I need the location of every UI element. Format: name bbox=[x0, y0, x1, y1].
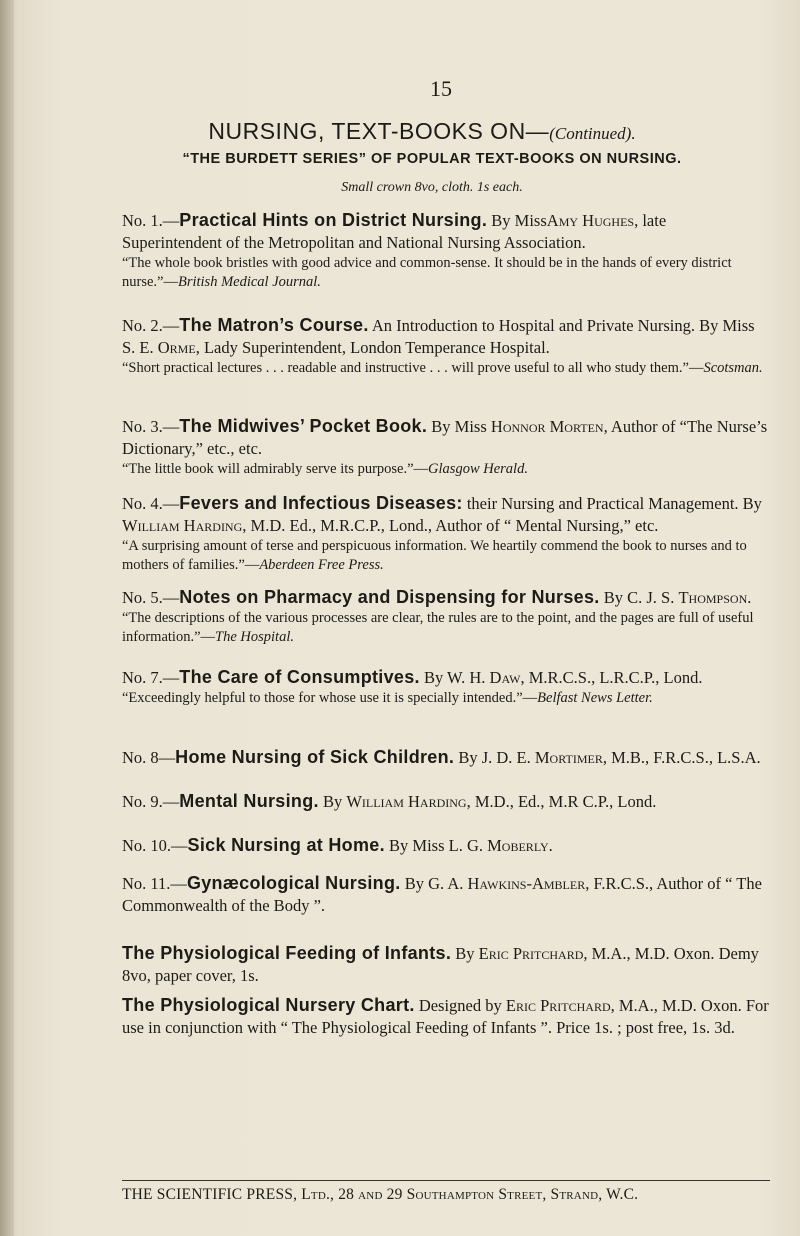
entry-text: By bbox=[451, 944, 479, 963]
book-title: The Care of Consumptives. bbox=[179, 667, 420, 687]
book-author: Amy Hughes bbox=[546, 211, 635, 230]
entry-details: , M.B., F.R.C.S., L.S.A. bbox=[602, 748, 761, 767]
footer-rule bbox=[122, 1180, 770, 1181]
series-title: “THE BURDETT SERIES” OF POPULAR TEXT-BOOKS ON NURSING. bbox=[182, 151, 682, 167]
book-entry bbox=[122, 834, 770, 857]
book-title: The Physiological Feeding of Infants. bbox=[122, 943, 452, 963]
entry-text: An Introduction to Hospital and Private Nursing. By Miss S. E. bbox=[122, 316, 755, 357]
entry-number: No. 10.— bbox=[122, 836, 188, 855]
entry-text: By bbox=[318, 792, 347, 811]
book-title: The Physiological Nursery Chart. bbox=[122, 995, 415, 1015]
book-entry-text bbox=[122, 942, 770, 987]
entry-number: No. 8— bbox=[122, 748, 176, 767]
book-entry bbox=[122, 790, 770, 813]
book-author: Honnor Morten bbox=[490, 417, 604, 436]
entry-text: their Nursing and Practical Management. By bbox=[462, 494, 762, 513]
quote-text: “The little book will admirably serve its purpose.”— bbox=[122, 461, 429, 477]
book-author: Daw bbox=[489, 668, 521, 687]
book-entry-text bbox=[122, 586, 770, 609]
book-author: Moberly bbox=[487, 836, 549, 855]
quote-text: “The descriptions of the various processes are clear, the rules are to the point, and the pages are full of useful information.”— bbox=[122, 610, 754, 645]
book-spine-shadow bbox=[0, 0, 14, 1236]
book-author: Hawkins-Ambler bbox=[467, 874, 586, 893]
book-entry-text bbox=[122, 666, 770, 689]
review-quote bbox=[122, 460, 770, 479]
entry-details: , M.D. Ed., M.R.C.P., Lond., Author of “ Mental Nursing,” etc. bbox=[242, 516, 659, 535]
book-entry bbox=[122, 492, 770, 575]
book-entry bbox=[122, 872, 770, 917]
review-quote bbox=[122, 537, 770, 575]
entry-details: , M.R.C.S., L.R.C.P., Lond. bbox=[520, 668, 703, 687]
book-author: Mortimer bbox=[534, 748, 603, 767]
entry-number: No. 3.— bbox=[122, 417, 180, 436]
book-author: Eric Pritchard bbox=[478, 944, 584, 963]
quote-source: Aberdeen Free Press. bbox=[259, 557, 384, 573]
review-quote bbox=[122, 359, 770, 378]
entry-text: By G. A. bbox=[400, 874, 468, 893]
entry-text: By Miss bbox=[487, 211, 547, 230]
book-author: Orme bbox=[157, 338, 196, 357]
entry-details: , F.R.C.S., Author of “ The Commonwealth of the Body ”. bbox=[122, 874, 762, 915]
entry-text: By J. D. E. bbox=[454, 748, 535, 767]
entry-text: By Miss bbox=[427, 417, 491, 436]
book-entry-text bbox=[122, 746, 770, 769]
heading-continued: (Continued). bbox=[549, 124, 636, 143]
book-entry bbox=[122, 994, 770, 1039]
entry-number: No. 7.— bbox=[122, 668, 180, 687]
entry-text: By Miss L. G. bbox=[384, 836, 488, 855]
book-author: William Harding bbox=[122, 516, 243, 535]
book-entry-text bbox=[122, 872, 770, 917]
review-quote bbox=[122, 689, 770, 708]
quote-source: Belfast News Letter. bbox=[537, 690, 653, 706]
book-title: Home Nursing of Sick Children. bbox=[175, 747, 455, 767]
format-note: Small crown 8vo, cloth. 1s each. bbox=[341, 180, 523, 195]
entry-details: , M.D., Ed., M.R C.P., Lond. bbox=[466, 792, 657, 811]
quote-source: Scotsman. bbox=[703, 360, 763, 376]
entry-details: . bbox=[548, 836, 553, 855]
page-heading bbox=[122, 118, 722, 145]
entry-details: , Lady Superintendent, London Temperance Hospital. bbox=[195, 338, 550, 357]
book-entry-text bbox=[122, 994, 770, 1039]
entry-text: By C. J. S. bbox=[599, 588, 679, 607]
book-title: Practical Hints on District Nursing. bbox=[179, 210, 488, 230]
page-number: 15 bbox=[430, 76, 452, 101]
book-entry bbox=[122, 209, 770, 292]
entry-number: No. 9.— bbox=[122, 792, 180, 811]
entry-details: , M.A., M.D. Oxon. For use in conjunction with “ The Physiological Feeding of Infants ”. Price 1s. ; post free, 1s. 3d. bbox=[122, 996, 769, 1037]
book-author: Thompson bbox=[678, 588, 748, 607]
publisher-address: Ltd., 28 and 29 Southampton Street, Strand, W.C. bbox=[301, 1186, 639, 1203]
entry-details: . bbox=[747, 588, 752, 607]
book-entry bbox=[122, 586, 770, 647]
book-entry bbox=[122, 415, 770, 479]
entry-number: No. 4.— bbox=[122, 494, 180, 513]
quote-text: “The whole book bristles with good advice and common-sense. It should be in the hands of every district nurse.”— bbox=[122, 255, 732, 290]
book-entry bbox=[122, 942, 770, 987]
entry-number: No. 2.— bbox=[122, 316, 180, 335]
book-author: William Harding bbox=[346, 792, 467, 811]
entry-number: No. 1.— bbox=[122, 211, 180, 230]
entry-details: , M.A., M.D. Oxon. Demy 8vo, paper cover, 1s. bbox=[122, 944, 759, 985]
review-quote bbox=[122, 254, 770, 292]
quote-text: “Exceedingly helpful to those for whose use it is specially intended.”— bbox=[122, 690, 538, 706]
book-author: Eric Pritchard bbox=[505, 996, 611, 1015]
book-title: Sick Nursing at Home. bbox=[187, 835, 385, 855]
book-title: The Midwives’ Pocket Book. bbox=[179, 416, 428, 436]
book-title: The Matron’s Course. bbox=[179, 315, 369, 335]
entry-details: , late Superintendent of the Metropolitan and National Nursing Association. bbox=[122, 211, 667, 252]
quote-source: Glasgow Herald. bbox=[428, 461, 528, 477]
book-entry-text bbox=[122, 492, 770, 537]
entry-number: No. 11.— bbox=[122, 874, 187, 893]
quote-text: “A surprising amount of terse and perspicuous information. We heartily commend the book to nurses and to mothers of families.”— bbox=[122, 538, 747, 573]
book-entry bbox=[122, 666, 770, 708]
book-entry-text bbox=[122, 790, 770, 813]
quote-text: “Short practical lectures . . . readable and instructive . . . will prove useful to all who study them.”— bbox=[122, 360, 704, 376]
book-title: Fevers and Infectious Diseases: bbox=[179, 493, 463, 513]
publisher-name: THE SCIENTIFIC PRESS, bbox=[122, 1186, 302, 1203]
book-entry-text bbox=[122, 314, 770, 359]
publisher-footer bbox=[122, 1186, 800, 1204]
entry-text: Designed by bbox=[414, 996, 506, 1015]
book-entry-text bbox=[122, 834, 770, 857]
quote-source: British Medical Journal. bbox=[177, 274, 321, 290]
book-title: Gynæcological Nursing. bbox=[186, 873, 401, 893]
heading-main: NURSING, TEXT-BOOKS ON— bbox=[208, 118, 550, 144]
entry-number: No. 5.— bbox=[122, 588, 180, 607]
book-title: Mental Nursing. bbox=[179, 791, 319, 811]
book-entry-text bbox=[122, 415, 770, 460]
book-entry bbox=[122, 746, 770, 769]
book-title: Notes on Pharmacy and Dispensing for Nurses. bbox=[179, 587, 600, 607]
book-entry bbox=[122, 314, 770, 378]
book-entry-text bbox=[122, 209, 770, 254]
entry-text: By W. H. bbox=[419, 668, 490, 687]
quote-source: The Hospital. bbox=[215, 629, 294, 645]
review-quote bbox=[122, 609, 770, 647]
entry-details: , Author of “The Nurse’s Dictionary,” etc., etc. bbox=[122, 417, 768, 458]
